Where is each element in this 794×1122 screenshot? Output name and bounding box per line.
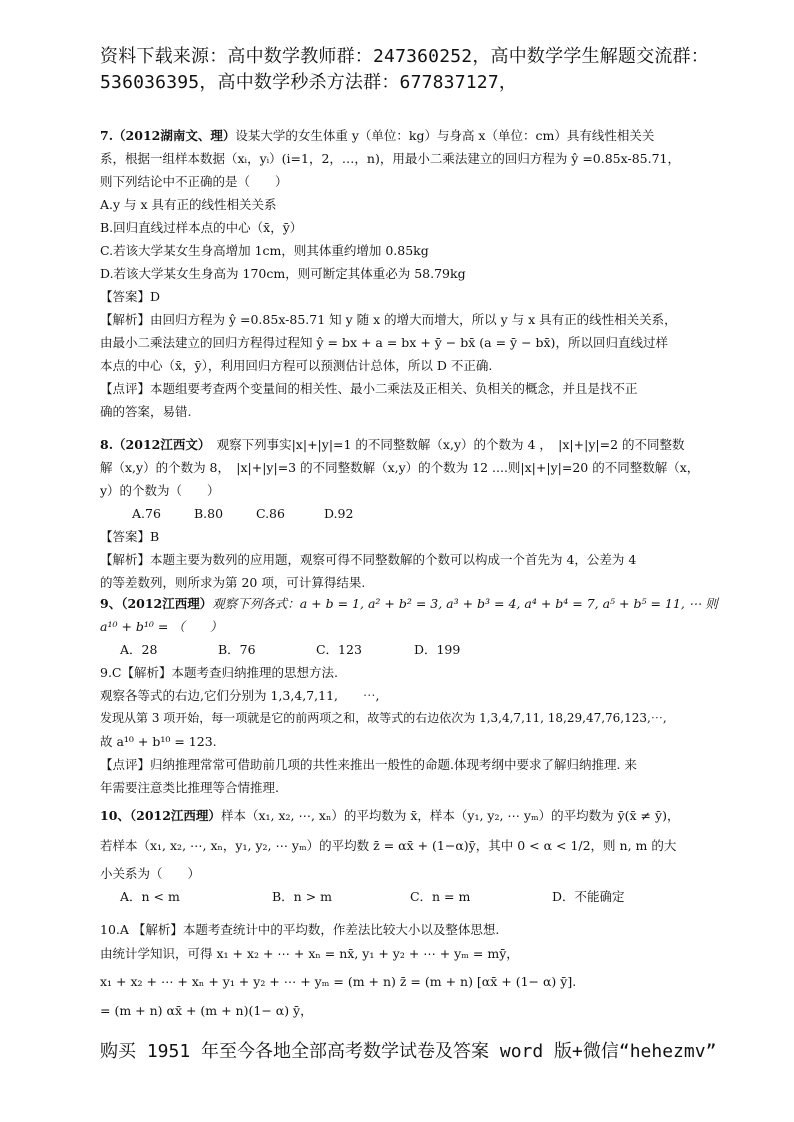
question-7-line: 则下列结论中不正确的是（ ） [100, 174, 288, 189]
question-8-analysis: 【解析】本题主要为数列的应用题，观察可得不同整数解的个数可以构成一个首先为 4，公差为 4 [100, 552, 637, 567]
question-9-option: C．123 [315, 642, 362, 657]
question-9-option: D．199 [413, 642, 461, 657]
question-8-analysis: 的等差数列，则所求为第 20 项，可计算得结果. [100, 575, 366, 590]
question-9 [100, 592, 718, 799]
question-7-analysis: 【解析】由回归方程为 ŷ =0.85x-85.71 知 y 随 x 的增大而增大，所以 y 与 x 具有正的线性相关关系， [100, 312, 677, 327]
question-7-line: 设某大学的女生体重 y（单位：kg）与身高 x（单位：cm）具有线性相关关 [235, 128, 655, 143]
question-7-comment: 【点评】本题组要考查两个变量间的相关性、最小二乘法及正相关、负相关的概念，并且是找不正 [100, 381, 638, 396]
question-10-option: D．不能确定 [551, 889, 625, 904]
question-8-option: D.92 [323, 506, 354, 521]
question-7-tag: 7.（2012湖南文、理） [100, 128, 236, 143]
header-line-1: 资料下载来源：高中数学教师群：247360252，高中数学学生解题交流群： [100, 46, 709, 67]
question-7-answer: 【答案】D [100, 289, 161, 304]
question-10-line: 若样本（x₁, x₂, ⋯, xₙ，y₁, y₂, ⋯ yₘ）的平均数 z̄ = αx̄ + (1−α)ȳ，其中 0 < α < 1/2，则 n, m 的大 [100, 838, 677, 853]
question-8-option: B.80 [193, 506, 224, 521]
question-7-analysis: 本点的中心（x̄，ȳ），利用回归方程可以预测估计总体，所以 D 不正确. [100, 358, 493, 373]
question-8-line: 观察下列事实|x|+|y|=1 的不同整数解（x,y）的个数为 4 ， |x|+|y|=2 的不同整数 [204, 437, 685, 452]
question-7-option: A.y 与 x 具有正的线性相关关系 [100, 197, 277, 212]
question-9-analysis: 观察各等式的右边,它们分别为 1,3,4,7,11, ⋯, [100, 688, 380, 703]
question-9-options [100, 638, 710, 661]
question-7-comment: 确的答案，易错. [100, 404, 192, 419]
footer-banner: 购买 1951 年至今各地全部高考数学试卷及答案 word 版+微信“hehezmv” [100, 1041, 717, 1062]
question-7-option: D.若该大学某女生身高为 170cm，则可断定其体重必为 58.79kg [100, 266, 466, 281]
question-10-option: C．n = m [409, 889, 471, 904]
question-10-line: 样本（x₁, x₂, ⋯, xₙ）的平均数为 x̄，样本（y₁, y₂, ⋯ yₘ）的平均数为 ȳ(x̄ ≠ ȳ)， [220, 808, 680, 823]
question-8-answer: 【答案】B [100, 529, 160, 544]
question-8-options [100, 502, 710, 525]
question-9-option: A．28 [120, 642, 158, 657]
header-banner [100, 44, 710, 96]
question-8-line: 解（x,y）的个数为 8， |x|+|y|=3 的不同整数解（x,y）的个数为 12 ....则|x|+|y|=20 的不同整数解（x， [100, 460, 700, 475]
question-10-option: A．n < m [120, 889, 180, 904]
question-9-analysis: 发现从第 3 项开始，每一项就是它的前两项之和，故等式的右边依次为 1,3,4,7,11, 18,29,47,76,123,⋯, [100, 711, 667, 725]
question-9-comment: 年需要注意类比推理等合情推理. [100, 780, 279, 795]
question-7 [100, 124, 710, 423]
question-8-line: y）的个数为（ ） [100, 483, 220, 498]
question-8-option: A.76 [132, 506, 161, 521]
question-7-line: 系，根据一组样本数据（xᵢ，yᵢ）(i=1，2，…，n)，用最小二乘法建立的回归方程为 ŷ =0.85x-85.71， [100, 151, 680, 166]
question-10-tag: 10、（2012江西理） [100, 808, 221, 823]
question-7-analysis: 由最小二乘法建立的回归方程得过程知 ŷ = bx + a = bx + ȳ − bx̄ (a = ȳ − bx̄)，所以回归直线过样 [100, 335, 668, 350]
question-10-analysis: 由统计学知识，可得 x₁ + x₂ + ⋯ + xₙ = nx̄, y₁ + y₂ + ⋯ + yₘ = mȳ， [100, 946, 519, 961]
question-9-comment: 【点评】归纳推理常常可借助前几项的共性来推出一般性的命题.体现考纲中要求了解归纳推理. 来 [100, 757, 637, 772]
question-8-tag: 8.（2012江西文） [100, 437, 205, 452]
question-10-analysis: 10.A 【解析】本题考查统计中的平均数，作差法比较大小以及整体思想. [100, 922, 500, 937]
question-8-option: C.86 [255, 506, 285, 521]
question-7-option: C.若该大学某女生身高增加 1cm，则其体重约增加 0.85kg [100, 243, 429, 258]
question-8 [100, 433, 710, 594]
question-10-options [100, 885, 710, 908]
header-line-2: 536036395，高中数学秒杀方法群：677837127， [100, 72, 518, 93]
question-9-analysis: 故 a¹⁰ + b¹⁰ = 123. [100, 734, 217, 749]
question-7-option: B.回归直线过样本点的中心（x̄，ȳ） [100, 220, 303, 235]
question-9-tag: 9、（2012江西理） [100, 596, 213, 611]
question-9-line: a¹⁰ + b¹⁰ = （ ） [100, 619, 223, 634]
question-10-analysis: = (m + n) αx̄ + (m + n)(1− α) ȳ， [100, 1003, 313, 1018]
question-9-line: 观察下列各式：a + b = 1, a² + b² = 3, a³ + b³ = 4, a⁴ + b⁴ = 7, a⁵ + b⁵ = 11, ⋯ 则 [212, 596, 718, 611]
question-10-line: 小关系为（ ） [100, 866, 201, 881]
question-10-option: B．n > m [271, 889, 332, 904]
question-9-analysis: 9.C【解析】本题考查归纳推理的思想方法. [100, 665, 338, 680]
question-9-option: B．76 [217, 642, 256, 657]
question-10 [100, 802, 710, 1025]
question-10-analysis: x₁ + x₂ + ⋯ + xₙ + y₁ + y₂ + ⋯ + yₘ = (m + n) z̄ = (m + n) [αx̄ + (1− α) ȳ]. [100, 974, 577, 989]
